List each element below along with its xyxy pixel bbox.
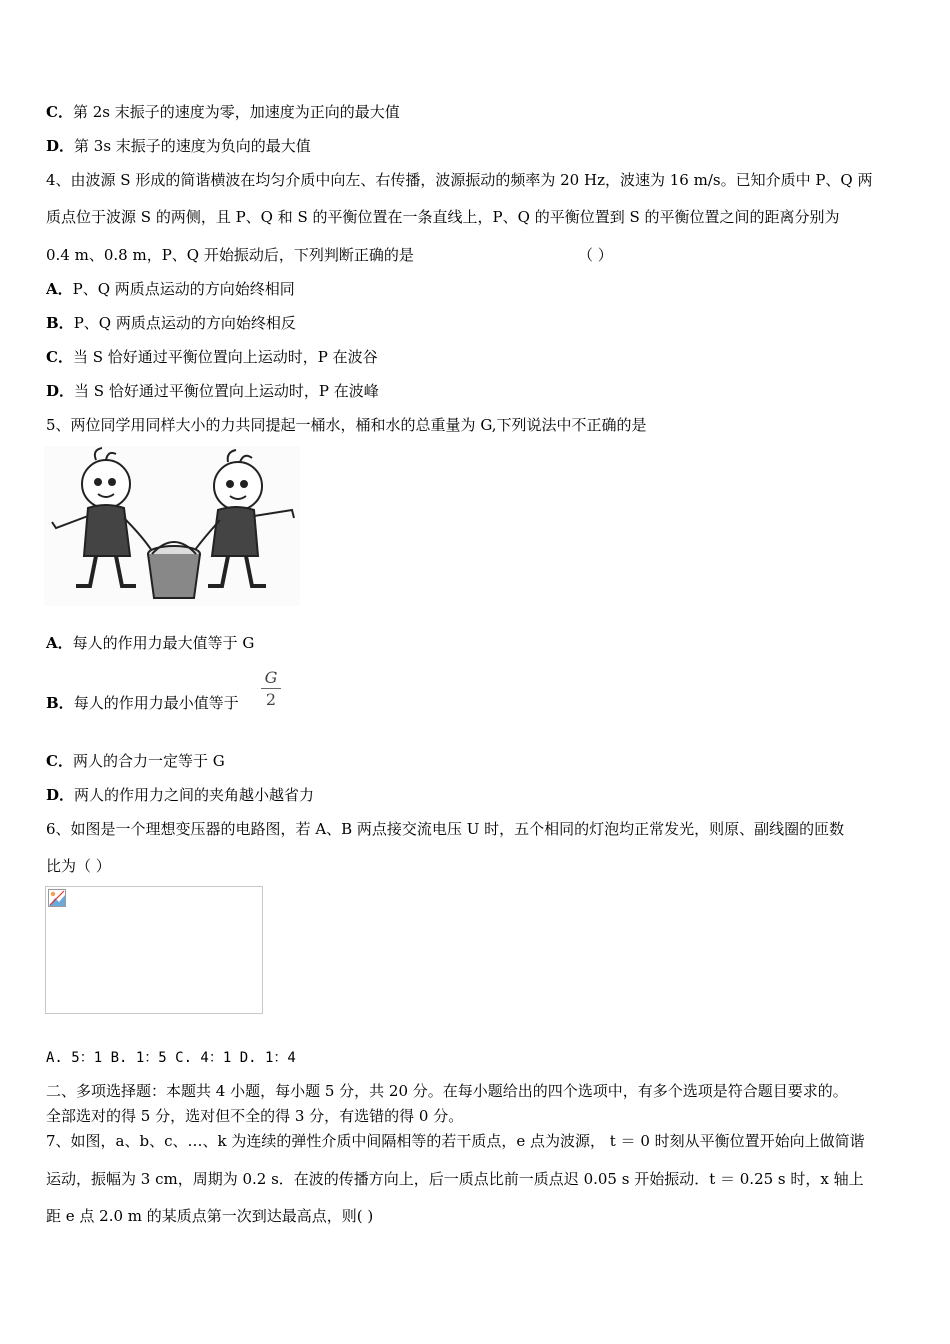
section2-header-line1: 二、多项选择题：本题共 4 小题，每小题 5 分，共 20 分。在每小题给出的四个选项中，有多个选项是符合题目要求的。: [46, 1082, 848, 1100]
q4-answer-bracket: （ ）: [578, 246, 613, 264]
q3-option-d: D．第 3s 末振子的速度为负向的最大值: [46, 137, 311, 155]
q6-options: A. 5：1 B. 1：5 C. 4：1 D. 1：4: [46, 1050, 296, 1066]
q6-stem-line2: 比为（ ）: [46, 857, 111, 875]
q5-stem: 5、两位同学用同样大小的力共同提起一桶水，桶和水的总重量为 G,下列说法中不正确的是: [46, 416, 647, 434]
q7-stem-line1: 7、如图，a、b、c、…、k 为连续的弹性介质中间隔相等的若干质点，e 点为波源， t ＝ 0 时刻从平衡位置开始向上做简谐: [46, 1132, 865, 1150]
section2-header-line2: 全部选对的得 5 分，选对但不全的得 3 分，有选错的得 0 分。: [46, 1107, 464, 1125]
fraction-denominator: 2: [265, 690, 277, 709]
q4-option-a: A．P、Q 两质点运动的方向始终相同: [46, 280, 295, 298]
q7-stem-line3: 距 e 点 2.0 m 的某质点第一次到达最高点，则( ): [46, 1207, 374, 1225]
broken-image-icon: [48, 889, 66, 907]
q6-stem-line1: 6、如图是一个理想变压器的电路图，若 A、B 两点接交流电压 U 时，五个相同的灯泡均正常发光，则原、副线圈的匝数: [46, 820, 845, 838]
q4-stem-line2: 质点位于波源 S 的两侧，且 P、Q 和 S 的平衡位置在一条直线上，P、Q 的平衡位置到 S 的平衡位置之间的距离分别为: [46, 208, 840, 226]
q4-stem-line3: 0.4 m、0.8 m，P、Q 开始振动后，下列判断正确的是: [46, 246, 414, 264]
fraction-numerator: G: [261, 668, 281, 689]
q4-stem-line1: 4、由波源 S 形成的简谐横波在均匀介质中向左、右传播，波源振动的频率为 20 Hz，波速为 16 m/s。已知介质中 P、Q 两: [46, 171, 873, 189]
q4-option-c: C．当 S 恰好通过平衡位置向上运动时，P 在波谷: [46, 348, 378, 366]
bucket-lifting-illustration: [44, 446, 300, 606]
q4-option-b: B．P、Q 两质点运动的方向始终相反: [46, 314, 296, 332]
q5-option-b: B．每人的作用力最小值等于: [46, 694, 239, 712]
q7-stem-line2: 运动，振幅为 3 cm，周期为 0.2 s．在波的传播方向上，后一质点比前一质点迟 0.05 s 开始振动．t ＝ 0.25 s 时，x 轴上: [46, 1170, 864, 1188]
q4-option-d: D．当 S 恰好通过平衡位置向上运动时，P 在波峰: [46, 382, 379, 400]
q5-option-c: C．两人的合力一定等于 G: [46, 752, 225, 770]
fraction-g-over-2: [261, 668, 281, 711]
q3-option-c: C．第 2s 末振子的速度为零，加速度为正向的最大值: [46, 103, 400, 121]
q5-option-a: A．每人的作用力最大值等于 G: [46, 634, 255, 652]
q5-option-d: D．两人的作用力之间的夹角越小越省力: [46, 786, 315, 804]
transformer-circuit-image-placeholder: [45, 886, 263, 1014]
